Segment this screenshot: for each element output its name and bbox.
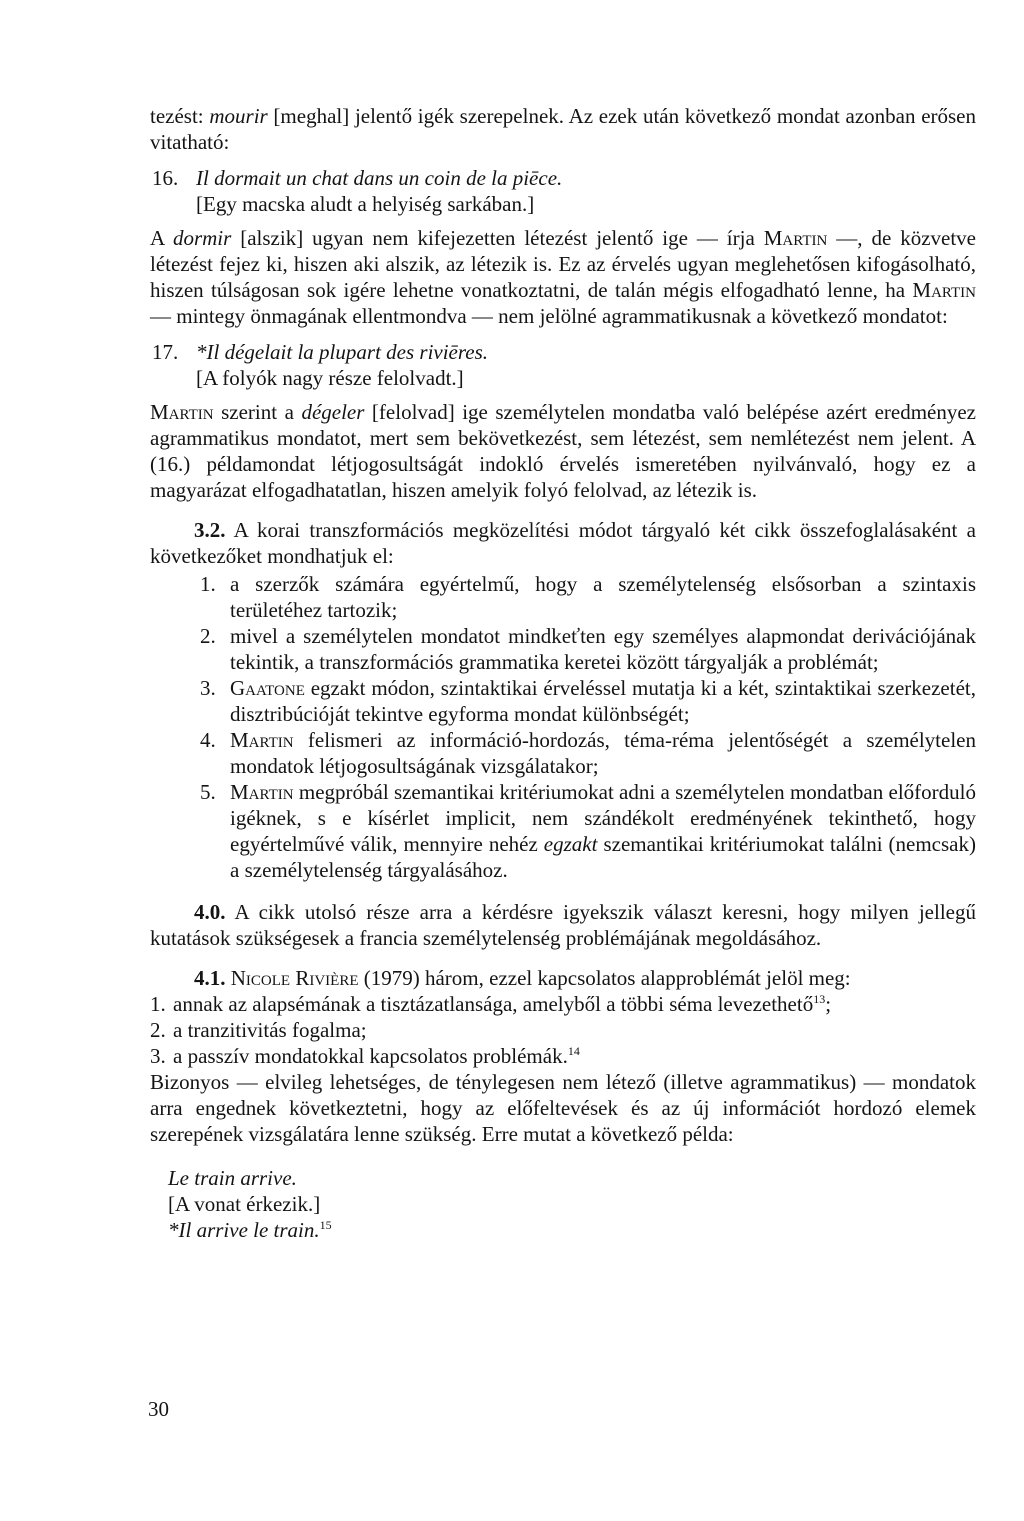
list-item	[150, 1017, 976, 1043]
paragraph-2	[150, 225, 976, 329]
text: — mintegy önmagának ellentmondva — nem jelölné agrammatikusnak a következő mondatot:	[150, 304, 948, 328]
example-french: Le train arrive.	[168, 1166, 297, 1190]
list-text: a tranzitivitás fogalma;	[173, 1018, 367, 1042]
section-3-2	[150, 517, 976, 569]
text: felismeri az információ-hordozás, téma-réma jelentőségét a személytelen mondatok létjogosultságának vizsgálatakor;	[230, 728, 976, 778]
example-translation: [A vonat érkezik.]	[168, 1192, 321, 1216]
example-translation: [Egy macska aludt a helyiség sarkában.]	[196, 192, 535, 216]
list-text: mivel a személytelen mondatot mindkeťten egy személyes alapmondat derivációjának tekintik, a transzformációs grammatika keretei között tárgyalják a problémát;	[230, 624, 976, 674]
text: szerint a	[213, 400, 302, 424]
text: tezést:	[150, 104, 210, 128]
text: A korai transzformációs megközelítési módot tárgyaló két cikk összefoglalásaként a következőket mondhatjuk el:	[150, 518, 976, 568]
example-translation: [A folyók nagy része felolvadt.]	[196, 366, 464, 390]
list-text	[230, 727, 976, 779]
text: (1979) három, ezzel kapcsolatos alapproblémát jelöl meg:	[358, 966, 851, 990]
list-item	[150, 779, 976, 883]
list-text	[173, 1043, 976, 1069]
footnote-ref: 13	[813, 992, 826, 1006]
author-name: Martin	[230, 728, 294, 752]
author-name: Nicole Rivière	[230, 966, 359, 990]
section-number: 3.2.	[194, 518, 226, 542]
list-item	[150, 991, 976, 1017]
list-number: 3.	[200, 676, 216, 700]
example-french: Il dormait un chat dans un coin de la piēce.	[196, 166, 563, 190]
italic-term: dormir	[172, 226, 232, 250]
section-4-1	[150, 965, 976, 991]
text: megpróbál szemantikai kritériumokat adni a személytelen mondatban előforduló igéknek, s e kísérlet implicit, nem szándékolt eredményének tekinthető, hogy egyértelművé válik, mennyire nehéz	[230, 780, 976, 856]
list-number: 5.	[200, 780, 216, 804]
example-number: 16.	[152, 166, 179, 190]
italic-term: mourir	[209, 104, 268, 128]
list-item	[150, 623, 976, 675]
list-number: 4.	[200, 728, 216, 752]
final-examples	[168, 1165, 976, 1243]
author-name: Gaatone	[230, 676, 305, 700]
author-name: Martin	[230, 780, 294, 804]
list-number: 1.	[150, 992, 166, 1016]
author-name: Martin	[912, 278, 976, 302]
list-item	[150, 675, 976, 727]
page-number: 30	[148, 1397, 169, 1421]
list-item	[150, 727, 976, 779]
section-number: 4.0.	[194, 900, 226, 924]
footnote-ref: 14	[567, 1044, 580, 1058]
list-item	[150, 571, 976, 623]
text: szemantikai kritériumokat találni (nemcsak) a személytelenség tárgyalásához.	[230, 832, 976, 882]
list-number: 2.	[200, 624, 216, 648]
italic-term: egzakt	[543, 832, 598, 856]
author-name: Martin	[763, 226, 828, 250]
list-text: a szerzők számára egyértelmű, hogy a személytelenség elsősorban a szintaxis területéhez tartozik;	[230, 572, 976, 622]
text: a passzív mondatokkal kapcsolatos problémák.	[173, 1044, 568, 1068]
list-item	[150, 1043, 976, 1069]
italic-term: dégeler	[301, 400, 365, 424]
footnote-ref: 15	[319, 1218, 332, 1232]
text: egzakt módon, szintaktikai érveléssel mutatja ki a két, szintaktikai szerkezetét, disztribúcióját tekintve egyforma mondat különbségét;	[230, 676, 976, 726]
example-17	[150, 339, 976, 391]
example-16	[150, 165, 976, 217]
example-french: *Il arrive le train.	[168, 1218, 320, 1242]
section-number: 4.1.	[194, 966, 226, 990]
list-text	[173, 991, 976, 1017]
paragraph-3	[150, 399, 976, 503]
text: A cikk utolsó része arra a kérdésre igyekszik választ keresni, hogy milyen jellegű kutatások szükségesek a francia személytelenség problémájának megoldásához.	[150, 900, 976, 950]
paragraph-4: Bizonyos — elvileg lehetséges, de ténylegesen nem létező (illetve agrammatikus) — mondatok arra engednek következtetni, hogy az előfeltevések és az új információt hordozó elemek szerepének vizsgálatára lenne szükség. Erre mutat a következő példa:	[150, 1070, 976, 1146]
paragraph-1	[150, 103, 976, 155]
text-body	[150, 103, 976, 1243]
text: annak az alapsémának a tisztázatlansága, amelyből a többi séma levezethető	[173, 992, 814, 1016]
author-name: Martin	[150, 400, 214, 424]
text: [meghal] jelentő igék szerepelnek. Az ezek után következő mondat azonban erősen vitatható:	[150, 104, 977, 154]
example-french: *Il dégelait la plupart des riviēres.	[196, 340, 489, 364]
list-number: 1.	[200, 572, 216, 596]
text: [felolvad] ige személytelen mondatba való belépése azért eredményez agrammatikus mondatot, mert sem bekövetkezést, sem létezést, sem nemlétezést nem jelent. A (16.) példamondat létjogosultságát indokló érvelés ismeretében nyilvánvaló, hogy ez a magyarázat elfogadhatatlan, hiszen amelyik folyó felolvad, az létezik is.	[150, 400, 977, 502]
text: A	[150, 226, 173, 250]
list-number: 3.	[150, 1044, 166, 1068]
text: —, de közvetve létezést fejez ki, hiszen aki alszik, az létezik is. Ez az érvelés ugyan meglehetősen kifogásolható, hiszen túlságosan sok igére lehetne vonatkoztatni, de talán mégis elfogadható lenne, ha	[150, 226, 976, 302]
example-number: 17.	[152, 340, 179, 364]
text: ;	[825, 992, 832, 1016]
section-4-0	[150, 899, 976, 951]
problem-list	[150, 991, 976, 1069]
text: [alszik] ugyan nem kifejezetten létezést jelentő ige — írja	[231, 226, 764, 250]
list-number: 2.	[150, 1018, 166, 1042]
list-text	[230, 675, 976, 727]
list-text	[230, 779, 976, 883]
summary-list	[150, 571, 976, 883]
